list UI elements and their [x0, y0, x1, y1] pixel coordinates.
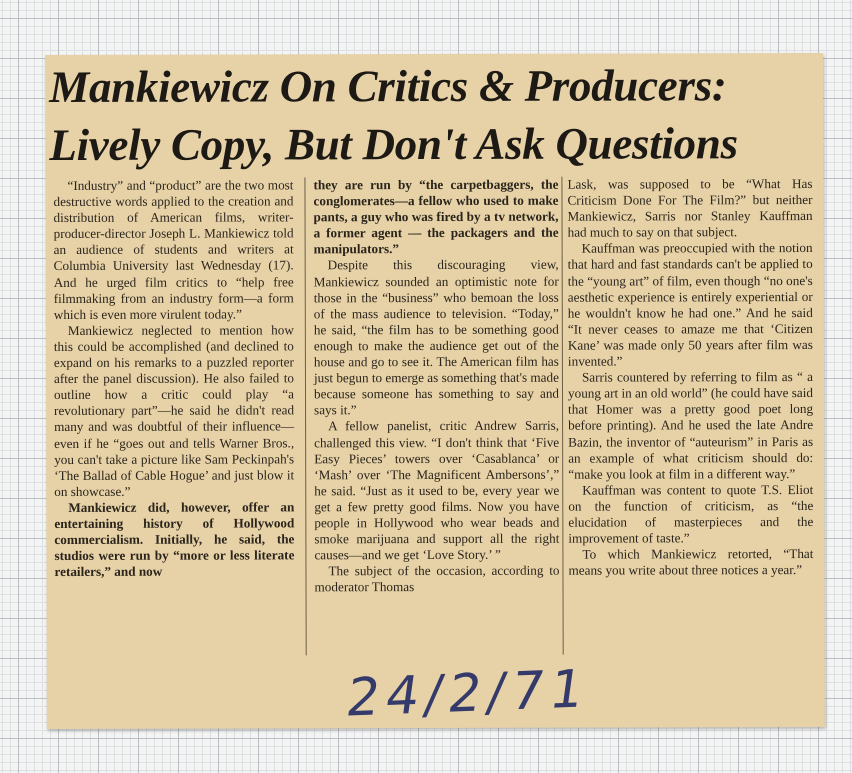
paragraph: Despite this discouraging view, Mankiewicz sounded an optimistic note for those in the “business” who bemoan the loss of the mass audience to television. “Today,” he said, “the film has to be something good enough to make the audience get out of the house and go to see it. The American film has just begun to emerge as something that's made because someone has something to say and says it.” — [313, 257, 560, 418]
handwritten-date: 24/2/71 — [342, 659, 594, 729]
paragraph: Kauffman was preoccupied with the notion that hard and fast standards can't be applied to the “young art” of film, even though “no one's aesthetic experience is entirely experiential or he wouldn't know he had one.” And he said “It never ceases to amaze me that ‘Citizen Kane’ was made only 50 years after film was invented.” — [567, 240, 813, 369]
article-column-2 — [313, 177, 559, 596]
paragraph-bold: Mankiewicz did, however, offer an entertaining history of Hollywood commercialism. Initially, he said, the studios were run by “more or less literate retailers,” and now — [54, 499, 295, 580]
paragraph: “Industry” and “product” are the two most destructive words applied to the creation and distribution of American films, writer-producer-director Joseph L. Mankiewicz told an audience of students and writers at Columbia University last Wednesday (17). And he urged film critics to “help free filmmaking from an industry form—a form which is even more virulent today.” — [53, 177, 294, 322]
article-column-3 — [567, 176, 813, 579]
paragraph: Sarris countered by referring to film as “ a young art in an old world” (he could have said that Homer was a pretty good poet long before printing). And he used the late Andre Bazin, the inventor of “auteurism” in Paris as an example of what criticism should do: “make you look at film in a different way.” — [567, 369, 814, 482]
paragraph-bold: they are run by “the carpetbaggers, the conglomerates—a fellow who used to make pants, a guy who was fired by a tv network, a former agent — the packagers and the manipulators.” — [313, 176, 559, 257]
column-divider — [304, 177, 306, 655]
paragraph: Lask, was supposed to be “What Has Criticism Done For The Film?” but neither Mankiewicz, Sarris nor Stanley Kauffman had much to say on that subject. — [567, 176, 813, 240]
paragraph: A fellow panelist, critic Andrew Sarris, challenged this view. “I don't think that ‘Five Easy Pieces’ towers over ‘Casablanca’ or ‘Mash’ over ‘The Magnificent Ambersons’,” he said. “Just as it used to be, every year we get a few pretty good films. Now you have people in Hollywood who wear beads and smoke marijuana and support all the right causes—and we get ‘Love Story.’ ” — [314, 418, 560, 563]
headline-line-1: Mankiewicz On Critics & Producers: — [49, 60, 727, 113]
paragraph: Mankiewicz neglected to mention how this could be accomplished (and declined to expand on his remarks to a puzzled reporter after the panel discussion). He also failed to outline how a critic could play “a revolutionary part”—he said he didn't read many and was doubtful of their influence—even if he “goes out and tells Warner Bros., you can't take a picture like Sam Peckinpah's ‘The Ballad of Cable Hogue’ and just blow it on showcase.” — [53, 322, 295, 499]
paragraph: Kauffman was content to quote T.S. Eliot on the function of criticism, as “the elucidation of masterpieces and the improvement of taste.” — [568, 481, 814, 546]
paragraph: To which Mankiewicz retorted, “That means you write about three notices a year.” — [568, 546, 814, 578]
headline — [49, 53, 819, 171]
paragraph: The subject of the occasion, according to moderator Thomas — [314, 562, 560, 595]
column-divider — [561, 177, 563, 655]
headline-line-2: Lively Copy, But Don't Ask Questions — [49, 118, 738, 171]
newspaper-clipping — [45, 53, 825, 729]
article-column-1 — [53, 177, 294, 580]
